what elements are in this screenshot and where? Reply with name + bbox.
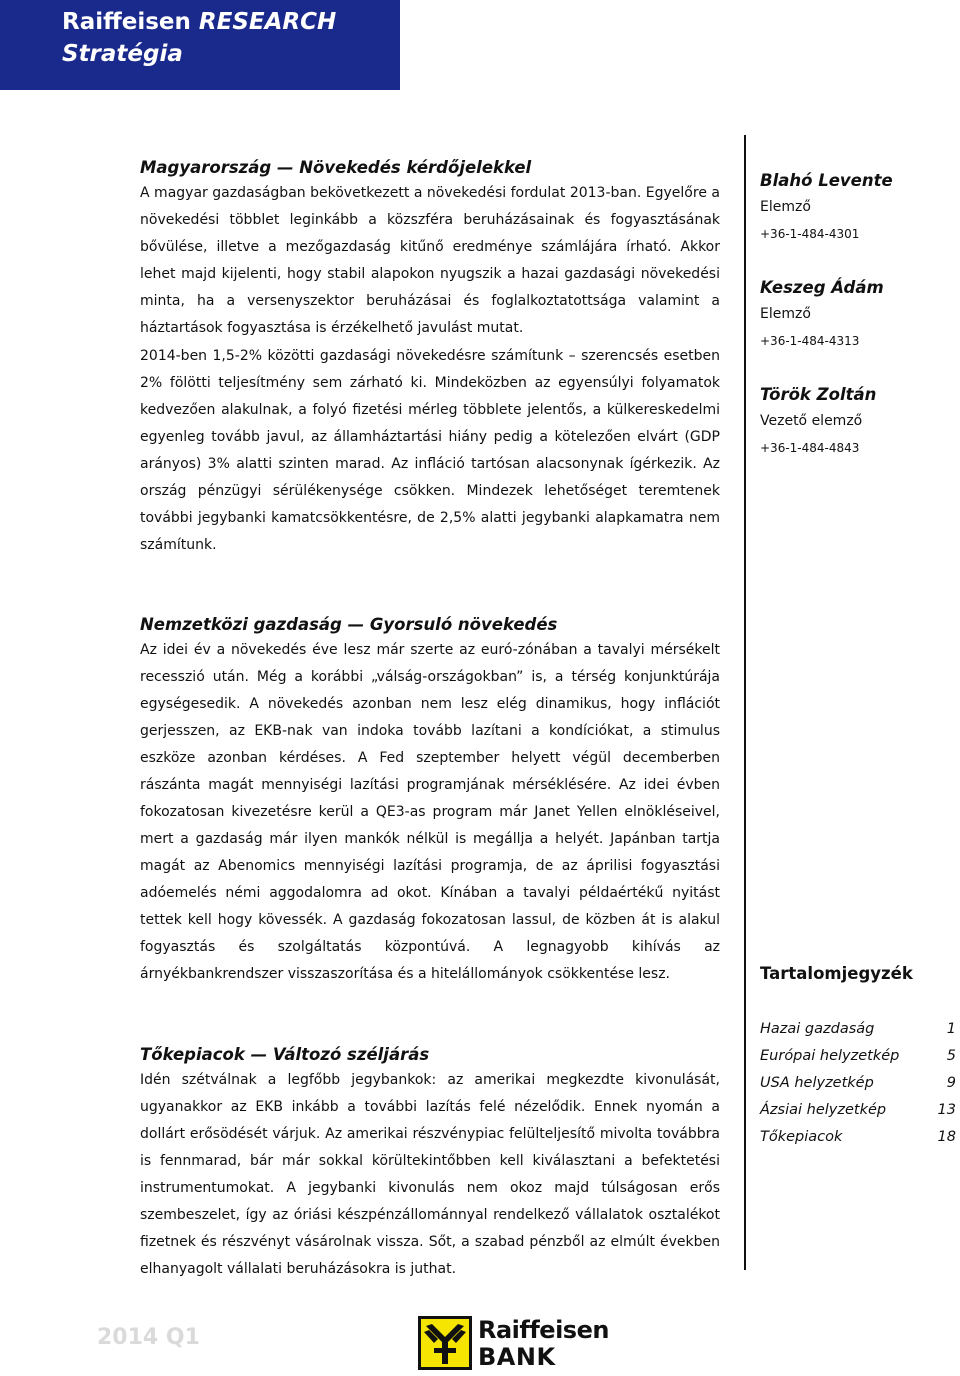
header-banner xyxy=(0,0,400,90)
contact-name: Török Zoltán xyxy=(760,385,877,404)
logo-text: BANK xyxy=(478,1343,556,1371)
contact-phone: +36-1-484-4301 xyxy=(760,227,860,241)
section-capital-markets xyxy=(140,1043,720,1283)
raiffeisen-bank-logo xyxy=(418,1316,618,1370)
header-subtitle: Stratégia xyxy=(62,41,183,67)
section-title: Nemzetközi gazdaság — Gyorsuló növekedés xyxy=(140,615,558,634)
contact-name: Keszeg Ádám xyxy=(760,278,884,297)
toc-title: Tartalomjegyzék xyxy=(760,964,913,983)
toc-item-page: 5 xyxy=(946,1048,956,1064)
toc-item-page: 13 xyxy=(937,1102,956,1118)
contact-role: Elemző xyxy=(760,199,811,215)
toc-item-label: Európai helyzetkép xyxy=(760,1048,900,1064)
contact-role: Vezető elemző xyxy=(760,413,863,429)
paragraph: Idén szétválnak a legfőbb jegybankok: az amerikai megkezdte kivonulását, ugyanakkor az EKB inkább a további lazítás felé nézelődik. Ennek nyomán a dollárt erősödését várjuk. Az amerikai részvénypiac felülteljesítő mivolta továbbra is fennmarad, bár már sokkal körültekintőbben kell kiválasztani a befektetési instrumentumokat. A jegybanki kivonulás nem okoz majd túlságosan erős szembeszelet, így az óriási készpénzállománnyal rendelkező vállalatok osztalékot fizetnek és részvényt vásárolnak vissza. Sőt, a szabad pénzből az elmúlt években elhanyagolt vállalati beruházásokra is juthat. xyxy=(140,1072,720,1277)
toc-item-label: USA helyzetkép xyxy=(760,1075,874,1091)
toc-item-label: Ázsiai helyzetkép xyxy=(760,1102,887,1118)
toc-item-page: 9 xyxy=(946,1075,956,1091)
column-divider xyxy=(744,135,746,1270)
header-brand: Raiffeisen RESEARCH xyxy=(62,9,337,35)
analyst-contacts xyxy=(760,168,960,489)
toc-item[interactable] xyxy=(760,1016,956,1043)
contact-name: Blahó Levente xyxy=(760,171,893,190)
toc-item[interactable] xyxy=(760,1097,956,1124)
section-hungary xyxy=(140,156,720,559)
toc-item-label: Hazai gazdaság xyxy=(760,1021,875,1037)
section-title: Magyarország — Növekedés kérdőjelekkel xyxy=(140,158,532,177)
logo-text: Raiffeisen xyxy=(478,1316,609,1344)
toc-item-label: Tőkepiacok xyxy=(760,1129,843,1145)
period-label: 2014 Q1 xyxy=(97,1325,200,1350)
section-title: Tőkepiacok — Változó széljárás xyxy=(140,1045,430,1064)
contact-phone: +36-1-484-4843 xyxy=(760,441,860,455)
toc-item-page: 18 xyxy=(937,1129,956,1145)
contact-role: Elemző xyxy=(760,306,811,322)
paragraph: A magyar gazdaságban bekövetkezett a növekedési fordulat 2013-ban. Egyelőre a növekedési többlet leginkább a közszféra beruházásainak és fogyasztásának bővülése, illetve a mezőgazdaság kitűnő eredménye számlájára írható. Akkor lehet majd kijelenti, hogy stabil alapokon nyugszik a hazai gazdasági növekedési minta, ha a versenyszektor beruházásai és foglalkoztatottsága valamint a háztartások fogyasztása is érzékelhető javulást mutat. xyxy=(140,185,720,336)
contact-card xyxy=(760,275,960,355)
paragraph: Az idei év a növekedés éve lesz már szerte az euró-zónában a tavalyi mérsékelt recesszió után. Még a korábbi „válság-országokban” is, a térség konjunktúrája egységesedik. A növekedés azonban nem lesz elég dinamikus, hogy inflációt gerjesszen, az EKB-nak van indoka tovább lazítani a kondíciókat, a stimulus eszköze azonban kérdéses. A Fed szeptember helyett végül decemberben rászánta magát mennyiségi lazítási programjának mérséklésére. Az idei évben fokozatosan kivezetésre kerül a QE3-as program már Janet Yellen elnökléseivel, mert a gazdaság már ilyen mankók nélkül is megállja a helyét. Japánban tartja magát az Abenomics mennyiségi lazítási programja, de az áprilisi fogyasztási adóemelés némi aggodalomra ad okot. Kínában a tavalyi példaértékű nyitást tettek kell hogy kövessék. A gazdaság fokozatosan lassul, de közben át is alakul fogyasztás és szolgáltatás központúvá. A legnagyobb kihívás az árnyékbankrendszer visszaszorítása és a hitelállományok csökkentése lesz. xyxy=(140,642,720,982)
toc-item[interactable] xyxy=(760,1043,956,1070)
paragraph: 2014-ben 1,5-2% közötti gazdasági növekedésre számítunk – szerencsés esetben 2% fölötti teljesítmény sem zárható ki. Mindeközben az egyensúlyi folyamatok kedvezően alakulnak, a folyó fizetési mérleg többlete jelentős, a külkereskedelmi egyenleg tovább javul, az államháztartási hiány pedig a kötelezően elvárt (GDP arányos) 3% alatti szinten marad. Az infláció tartósan alacsonynak ígérkezik. Az ország pénzügyi sérülékenysége csökken. Mindezek lehetőséget teremtenek további jegybanki kamatcsökkentésre, de 2,5% alatti jegybanki alapkamatra nem számítunk. xyxy=(140,348,720,553)
contact-card xyxy=(760,168,960,248)
toc-item[interactable] xyxy=(760,1124,956,1151)
raiffeisen-gable-icon xyxy=(418,1316,472,1370)
contact-phone: +36-1-484-4313 xyxy=(760,334,860,348)
section-international xyxy=(140,613,720,988)
toc-item[interactable] xyxy=(760,1070,956,1097)
table-of-contents xyxy=(760,962,956,1151)
contact-card xyxy=(760,382,960,462)
toc-item-page: 1 xyxy=(946,1021,956,1037)
